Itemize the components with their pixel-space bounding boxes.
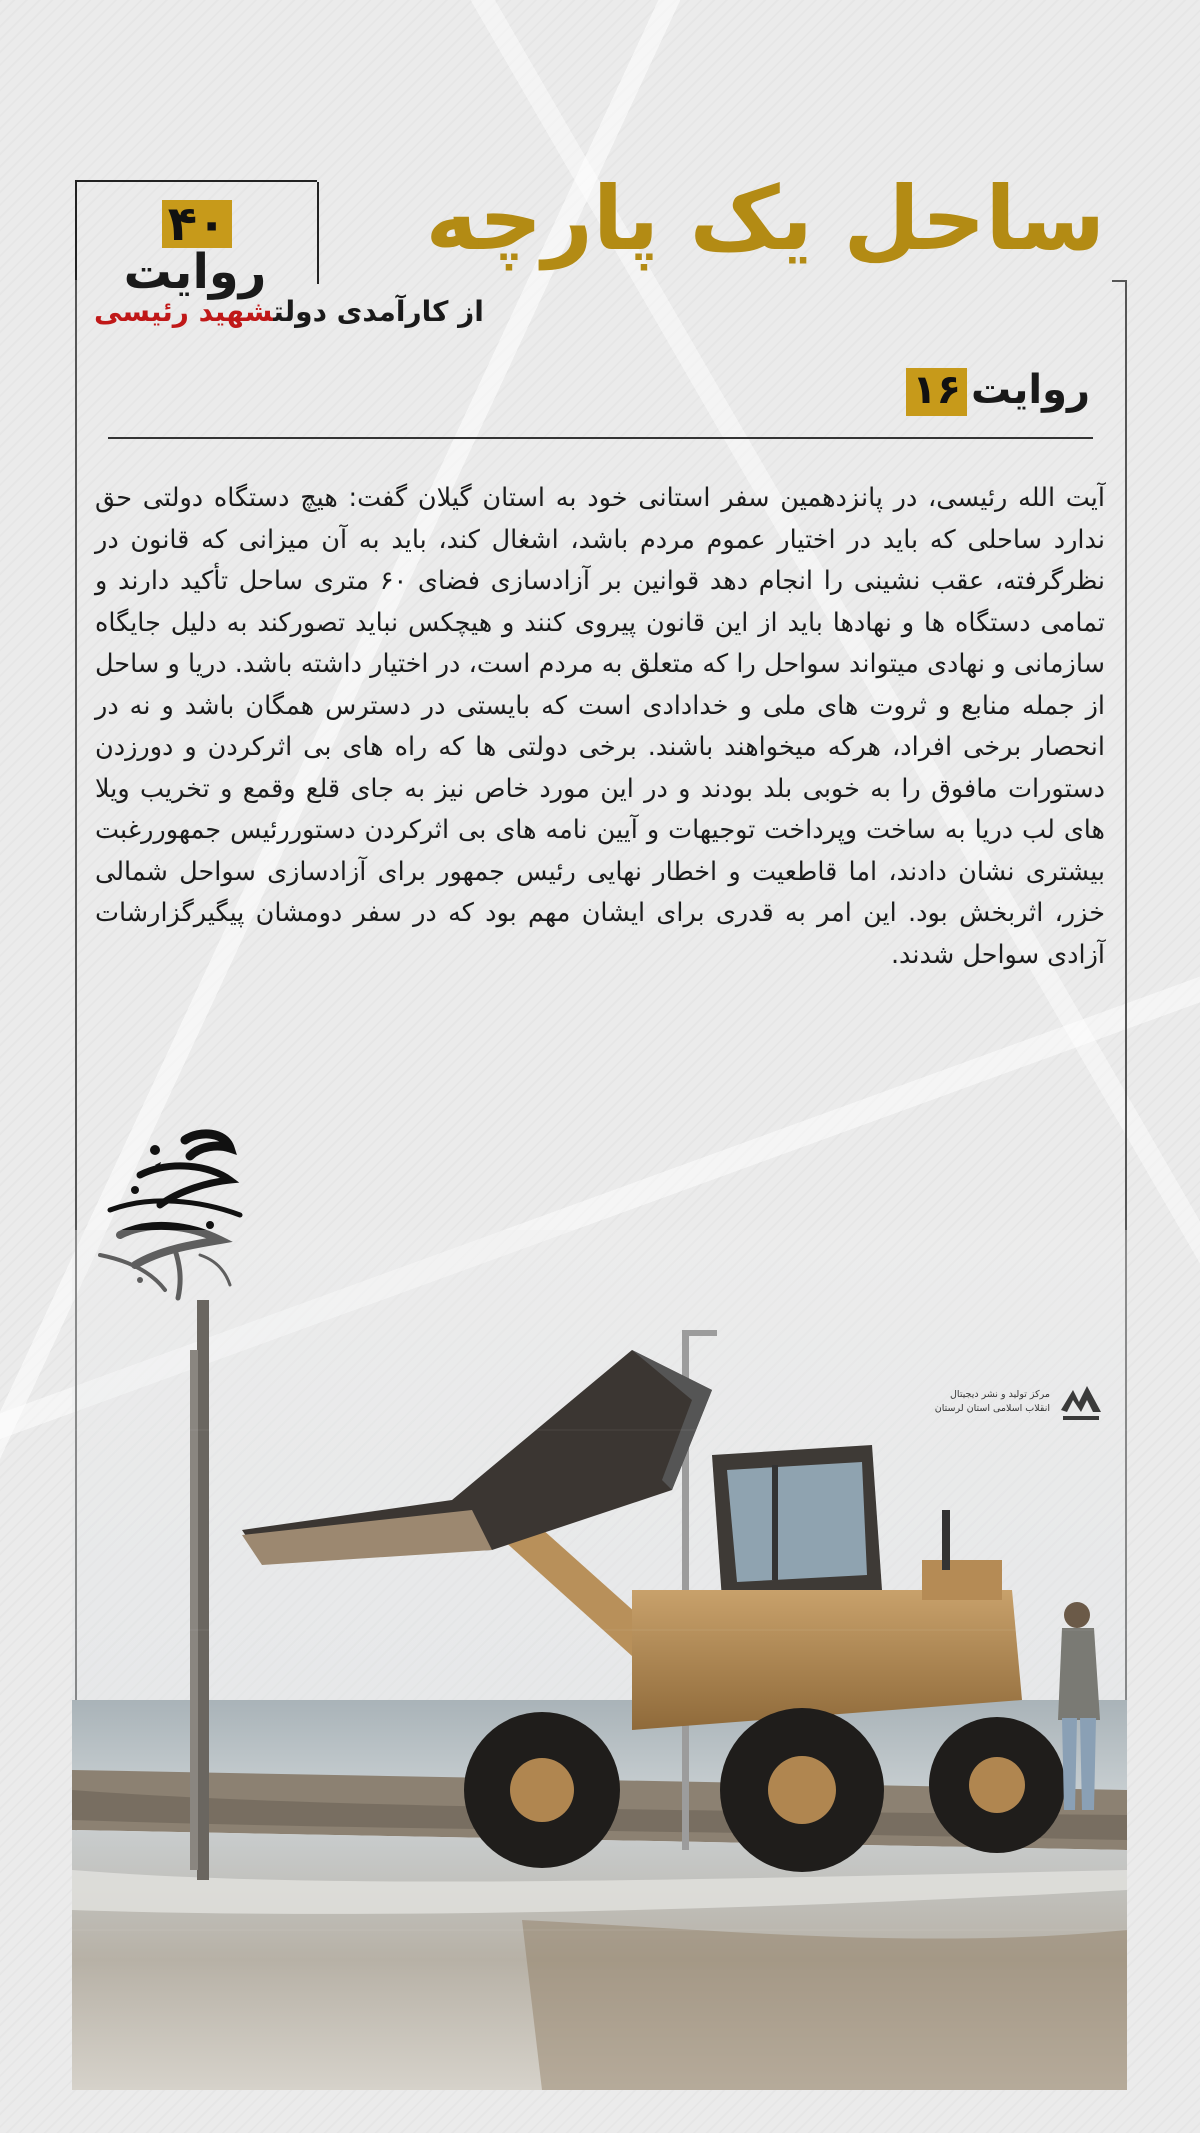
series-word: روایت <box>123 244 267 300</box>
narration-word: روایت <box>971 367 1090 413</box>
subtitle <box>80 295 484 328</box>
org-logo <box>905 1378 1105 1428</box>
series-title <box>95 196 295 300</box>
header-divider <box>108 437 1093 439</box>
page-title: ساحل یک پارچه <box>425 167 1105 270</box>
beach-loader-photo <box>72 1230 1127 2090</box>
series-number: ۴۰ <box>162 200 233 248</box>
subtitle-highlight: شهید رئیسی <box>94 295 274 328</box>
narration-number: ۱۶ <box>906 368 967 416</box>
subtitle-prefix: از کارآمدی دولت <box>273 295 484 328</box>
narration-label <box>906 368 1090 416</box>
org-line1: مرکز تولید و نشر دیجیتال <box>950 1389 1050 1400</box>
org-mark-icon <box>1057 1380 1105 1424</box>
body-paragraph: آیت الله رئیسی، در پانزدهمین سفر استانی خود به استان گیلان گفت: هیچ دستگاه دولتی حق ندارد ساحلی که باید در اختیار عموم مردم باشد، اشغال کند، باید به آن میزانی که قانون در نظرگرفته، عقب نشینی را انجام دهد قوانین بر آزادسازی فضای ۶۰ متری ساحل تأکید دارند و تمامی دستگاه ها و نهادها باید از این قانون پیروی کنند و هیچکس نباید تصورکند به دلیل جایگاه سازمانی و نهادی میتواند سواحل را که متعلق به مردم است، در اختیار داشته باشد. دریا و ساحل از جمله منابع و ثروت های ملی و خدادادی است که بایستی در دسترس همگان باشد و نه در انحصار برخی افراد، هرکه میخواهند باشند. برخی دولتی ها که راه های بی اثرکردن و دورزدن دستورات مافوق را به خوبی بلد بودند و در این مورد خاص نیز به جای قلع وقمع و تخریب ویلا های لب دریا به ساخت وپرداخت توجیهات و آیین نامه های بی اثرکردن دستوررئیس جمهوررغبت بیشتری نشان دادند، اما قاطعیت و اخطار نهایی رئیس جمهور برای آزادسازی سواحل شمالی خزر، اثربخش بود. این امر به قدری برای ایشان مهم بود که در سفر دومشان پیگیرگزارشات آزادی سواحل شدند. <box>95 483 1105 970</box>
org-line2: انقلاب اسلامی استان لرستان <box>934 1403 1050 1414</box>
